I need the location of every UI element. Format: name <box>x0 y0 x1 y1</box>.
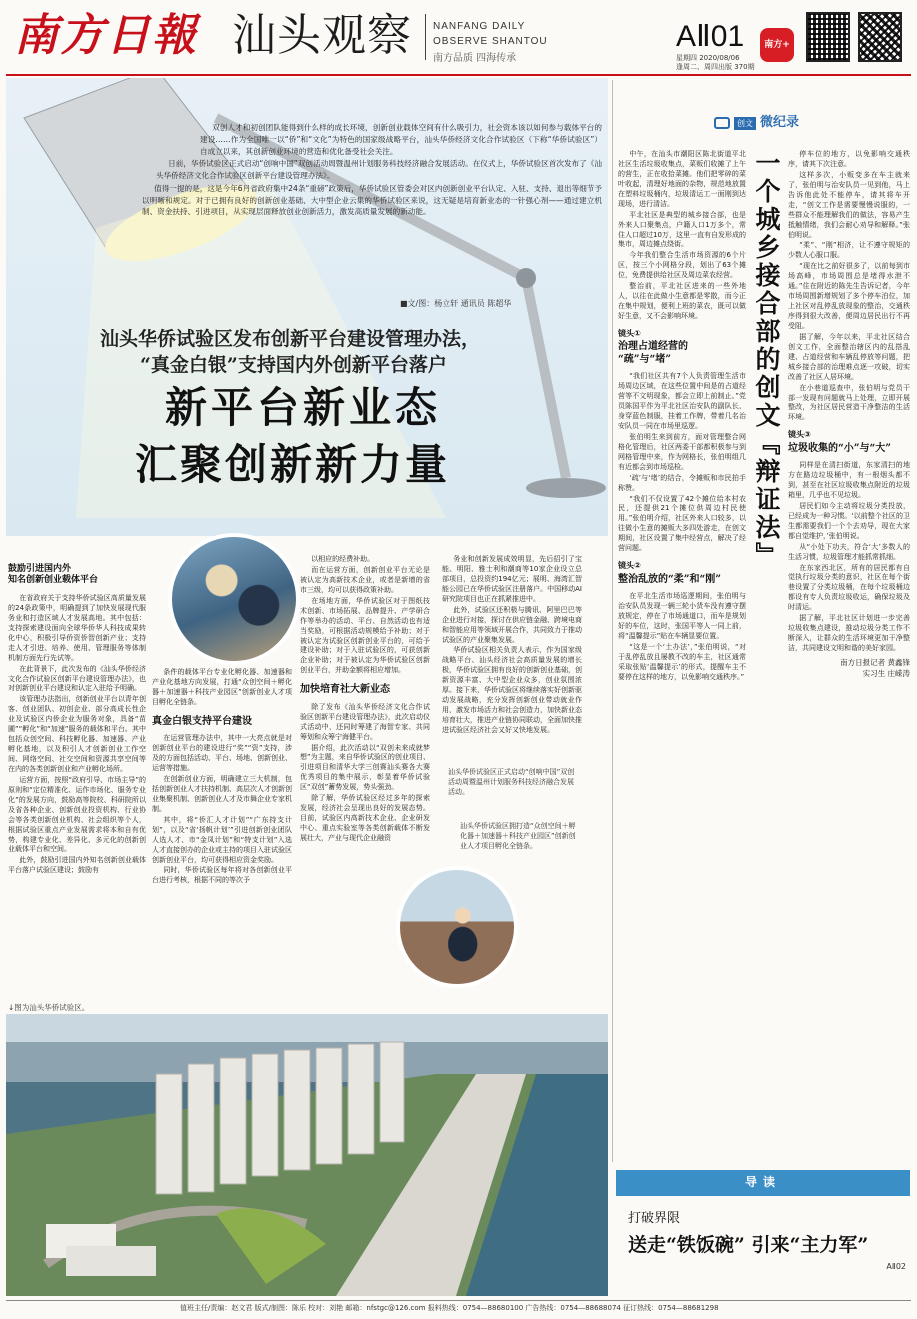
scene2-para: “这是一个‘土办法’，”张伯明说，“对于乱停乱放且屡教不改的车主，社区通常采取张贴‘温馨提示’的形式，提醒车主不要停在这样的地方，以免影响交通秩序。” <box>618 642 746 681</box>
en-name-line1: NANFANG DAILY <box>433 21 526 32</box>
masthead-rule <box>6 74 911 76</box>
body-col-2 <box>152 668 292 990</box>
scene1-label: 镜头① <box>618 328 641 338</box>
scene3-label: 镜头③ <box>788 430 811 440</box>
col2-para: 其中，将“侨汇人才计划”“广东持支计划”，以及“省‘扬帆计划’”引进创新创业团队人选人才、市“金凤计划”和“特支计划”入选人才直接创办的企业或主持的项目入驻试验区创新创业平台，均可获得相应资金奖励。 <box>152 815 292 864</box>
col4-para: 务业和创新发展成效明显，先后招引了宝能、明阳、雅士利和潮商等10家企业设立总部项目，总投资约194亿元；展明、海湾汇智能公园已在华侨试验区注册落户。中国移动AI研究院项目也正在抓紧推进中。 <box>442 555 582 603</box>
right-col-rule <box>612 80 613 1162</box>
scene3-para: 从“小处下功夫，符合‘大’多数人的生活习惯，垃圾管理才能抓常抓细。 <box>788 542 910 561</box>
kicker-line-1: 汕头华侨试验区发布创新平台建设管理办法， <box>100 328 481 350</box>
series-badge <box>714 114 799 132</box>
guide-title[interactable]: 送走“铁饭碗” 引来“主力军” <box>628 1234 869 1257</box>
series-badge-label: 创文 <box>734 117 756 130</box>
scene2-label: 镜头② <box>618 561 641 571</box>
right-intro-para: 整治前，平北社区进来的一些外地人，以往在此做小生意都是零散，而今正在集中规划，便利上班的菜农，既可以做好生意，又不会影响环境。 <box>618 282 746 320</box>
col2-para: 在创新创业方面，明确建立三大机制，包括创新创业人才扶持机制、高层次人才创新创业集聚机制、创新创业人才及市舞企业专家机制。 <box>152 775 292 813</box>
scene2-para: 在平北生活市场巡逻期间，张伯明与治安队员发现一辆三轮小货车没有遵守摆放规定，停在了市场通道口，而车是规划好的车位，这时，张国平等人一同上前，将“温馨提示”贴在车辆显要位置。 <box>618 592 746 640</box>
slogan: 南方品质 四海传承 <box>433 53 517 64</box>
qr-code-1 <box>806 12 850 62</box>
guide-page-ref: AⅡ02 <box>886 1261 906 1271</box>
section1-heading: 鼓励引进国内外 知名创新创业载体平台 <box>8 564 99 586</box>
col2-para: 在运营管理办法中，其中一大亮点就是对创新创业平台的建设进行“奖”“资”支持，涉及的方面包括活动、平台、场地、创新创业、运营等措施。 <box>152 734 292 773</box>
guide-header <box>616 1170 910 1196</box>
page-number: AⅡ01 <box>676 20 745 53</box>
footer-rule <box>6 1300 911 1301</box>
section1-title <box>8 564 124 587</box>
photo-speaker-circle <box>396 866 518 988</box>
scene1-heading: 治理占道经营的 “疏”与“堵” <box>618 341 688 365</box>
right-story-col2 <box>788 150 910 1154</box>
col2-para: 条件的载体平台专业化孵化器、加速器和产业化基地方向发展，打通“众创空间＋孵化器＋加速器＋科技产业园区”创新创业人才项目孵化全链条。 <box>152 668 292 706</box>
masthead <box>0 0 917 76</box>
right-intro-para: 平北社区是典型的城乡接合部，也是外来人口聚集点，户籍人口1万多个，常住人口超过10万，这里一直有自发形成的集市，周边摊点绕街。 <box>618 210 746 249</box>
col1-para: 在此背景下，此次发布的《汕头华侨经济文化合作试验区创新平台建设管理办法》，也对创新创业平台建设和认定入驻给予明确。 <box>8 664 146 693</box>
body-col-4 <box>442 555 582 761</box>
col1-para: 此外，鼓励引进国内外知名创新创业载体平台落户试验区建设；鼓励有 <box>8 856 146 875</box>
issue-date: 星期四 2020/08/06 <box>676 54 740 62</box>
col3-para: 除了解，华侨试验区经过多年的探索发展，经济社会呈现出良好的发展态势。目前，试验区内高新技术企业、企业研发中心、重点实验室等各类创新载体不断发展壮大，产业与现代企业融资 <box>300 794 430 842</box>
aerial-caption: ↓图为汕头华侨试验区。 <box>8 1003 90 1012</box>
right-col2-para: “现在比之前好很多了，以前每到市场高峰，市场周围总是堵得水泄不通。”住在附近的陈先生告诉记者，今年市场周围新增规划了多个停车泊位，加上社区对乱停乱放现象的整治，交通秩序得到很大改善，便周边居民出行不再受阻。 <box>788 262 910 330</box>
qr-code-2 <box>858 12 902 62</box>
scene3-para: 据了解，平北社区计划进一步完善垃圾收集点建设，推动垃圾分类工作不断深入，让群众的生活环境更加干净整洁，共同建设文明和谐的美好家园。 <box>788 614 910 653</box>
lead-para-1: 双创人才和初创团队能得到什么样的成长环境，创新创业载体空间有什么吸引力，社会资本该以如何参与载体平台的建设……作为全国唯一以“侨”和“文化”为特色的国家级战略平台，汕头华侨经济文化合作试验区（下称“华侨试验区”）自成立以来，其创新创业环境的营造和优化备受社会关注。 <box>200 123 602 156</box>
col1-para: 运营方面，按照“政府引导、市场主导”的原则和“定位精准化、运作市场化、服务专业化”的发展方向，鼓励高等院校、科研院所以及省各种企业、创新创业投资机构、行业协会等各类创新创业机构、社会组织等个人，根据试验区重点产业发展需求将本和自有优势，构建专业化、差异化、多元化的创新创业载体平台和空间。 <box>8 775 146 854</box>
section2-heading: 真金白银支持平台建设 <box>152 715 252 727</box>
scene1-para: “我们不仅设置了42个摊位给本村农民，还提供21个摊位供周边村民使用。”张伯明介绍，社区外来人口较多，以往做小生意的摊贩大多四处游走，在创文期间，社区设置了集中经营点，解决了经营问题。 <box>618 494 746 553</box>
right-col2-para: 据了解，今年以来，平北社区结合创文工作，全面整治辖区内的乱搭乱建、占道经营和车辆乱停放等问题，把城乡接合部的治理难点逐一攻破，切实改善了社区人居环境。 <box>788 332 910 381</box>
col4-para: 华侨试验区相关负责人表示，作为国家级战略平台、汕头经济社会高质量发展的增长极，华侨试验区拥有良好的创新创业基础，创新资源丰富、大中型企业众多，创业氛围浓厚。接下来，华侨试验区将继续落实好创新驱动发展战略，充分发挥创新创业带动就业作用，激发市场活力和社会创造力，加快新业态培育壮大，推进产业链协同联动，全面加快推进试验区经济社会又好又快地发展。 <box>442 646 582 734</box>
section3-heading: 加快培育社大新业态 <box>300 684 390 696</box>
col1-para: 该管理办法指出，创新创业平台以青年创客、创业团队、初创企业、部分高成长性企业及试验区内侨企业为服务对象，具备“苗圃”“孵化”和“加速”服务的载体和平台。其中包括众创空间、科技孵化器、加速器、产业孵化基地，以及积引人才创新创业工作空间、网络空间、社交空间和资源共享空间等在内的各类创新创业和产业孵化场所。 <box>8 695 146 773</box>
right-intro-para: 中午，在汕头市潮阳区陈北街道平北社区生活垃圾收集点，菜贩们收摊了上午的营生，正在收拾菜摊。他们把零碎的菜叶收起，清理好地面的杂物，规范地放置在塑料垃圾桶内，垃圾清运工一面刚到达现场，进行清洁。 <box>618 150 746 208</box>
col3-para: 在场地方面，华侨试验区对于图纸技术创新、市场拓展、品牌提升、产学研合作等举办的活动、平台、自然活动也有适当奖励，可根据活动规模给予补助；对于被认定为试验区创新创业平台的，可给予建设补助；对于入驻试验区的，可获创新企业补助；对于被认定为华侨试验区创新创业平台，并助金额将相应增加。 <box>300 596 430 675</box>
col3-para: 据介绍，此次活动以“双创未来成就梦想”为主题，来自华侨试验区的创业项目、引进项目和清华大学三创赛汕头赛各大赛优秀项目的集中展示，彰显着华侨试验区“双创”蓄势发展，势头强劲。 <box>300 743 430 792</box>
photo1-caption: 汕头华侨试验区正式启动“创响中国”双创活动周暨温州计划服务科技经济融合发展活动。 <box>448 768 575 796</box>
col3-para: 除了发布《汕头华侨经济文化合作试验区创新平台建设管理办法》，此次启动仪式活动中，还同时筹建了海智专家、共同筹划和众筹宁海健平台。 <box>300 702 430 741</box>
footer-info: 值班主任/责编：赵文君 版式/制图：陈乐 校对：刘艳 邮箱：nfstgc@126.com 报料热线：0754—88680100 广告热线：0754—88688074 征订热线：0754—88681298 <box>180 1304 719 1312</box>
aerial-photo <box>6 1014 608 1296</box>
en-name-line2: OBSERVE SHANTOU <box>433 36 548 47</box>
main-headline-line-1: 新平台新业态 <box>165 383 442 432</box>
col4-para: 此外，试验区还积极与腾讯、阿里巴巴等企业进行对接，探讨在供应链金融、跨境电商和智能应用等领域开展合作，共同致力于推动试验区的产业聚集发展。 <box>442 605 582 644</box>
scene3-para: 同样是在清扫街道，东家清扫的地方在路边垃圾桶中，有一根烟头都不到，甚至在社区垃圾收集点附近的垃圾箱里，几乎也不见垃圾。 <box>788 461 910 499</box>
right-intro-para: 今年我们整合生活市场资源的6个片区，按三个小网格分段，划出了63个摊位，免费提供给社区及周边菜农经营。 <box>618 251 746 280</box>
photo2-caption: 汕头华侨试验区拥打造“众创空间＋孵化器＋加速器＋科技产业园区”创新创业人才项目孵化全链条。 <box>460 822 576 850</box>
aerial-photo-art <box>6 1014 608 1296</box>
scene3-para: 在东家西北区，所有的居民都有自觉执行垃圾分类的意识，社区在每个街巷设置了分类垃圾桶，在每个垃圾桶边都设有专人负责垃圾收运，确保垃圾及时清运。 <box>788 563 910 612</box>
right-col2-para: “柔”、“刚”相济，让不遵守规矩的少数人心服口服。 <box>788 241 910 260</box>
lead-text <box>142 122 602 219</box>
scene3-para: 居民们如今主动将垃圾分类投放，已经成为一种习惯。‘以前整个社区的卫生都需要我们一个个去劝导，现在大家都自觉维护，’张伯明说。 <box>788 501 910 540</box>
scene2-heading: 整治乱放的“柔”和“刚” <box>618 573 722 585</box>
main-headline-line-2: 汇聚创新新力量 <box>135 440 451 489</box>
series-badge-title: 微纪录 <box>760 115 800 130</box>
reporter-byline: 南方日报记者 黄鑫锋 实习生 庄嵘涛 <box>840 657 910 678</box>
lead-para-2: 日前，华侨试验区正式启动“创响中国”双创活动周暨温州计划服务科技经济融合发展活动。在仪式上，华侨试验区首次发布了《汕头华侨经济文化合作试验区创新平台建设管理办法》。 <box>156 159 602 181</box>
right-story-col1 <box>618 150 746 1160</box>
kicker-line-2: “真金白银”支持国内外创新平台落户 <box>140 354 447 376</box>
right-vertical-title: 一个城乡接合部的创文『辩证法』 <box>752 150 781 570</box>
col3-para: 而在运营方面，创新创业平台无论是被认定为高新技术企业，或者是新增的省市三级，均可以获得政策补助。 <box>300 565 430 594</box>
app-logo-text: 南方+ <box>764 39 790 50</box>
app-logo <box>760 28 794 62</box>
edition-info: 逢周二、周四出版 370期 <box>676 63 755 71</box>
scene1-para: “我们社区共有7个人负责管理生活市场周边区域，在这些位置中间是的占道经营等不文明现象，都会立即上前制止。”党员陈国平作为平北社区治安队的副队长，身穿蓝色制服，挂着工作牌，带着几名治安队员一同在市场里巡逻。 <box>618 372 746 430</box>
guide-label: 导读 <box>744 1175 781 1190</box>
col3-para: 以相应的经费补助。 <box>311 555 375 563</box>
col2-para: 同时，华侨试验区每年将对各创新创业平台进行考核，根据不同的等次予 <box>152 866 292 885</box>
masthead-divider <box>425 14 426 60</box>
scene1-para: ‘疏’与‘堵’的结合，令摊贩和市民拍手称赞。 <box>618 473 746 492</box>
paper-name-logo: 南方日報 <box>14 10 198 61</box>
lead-para-3: 值得一提的是，这是今年6月省政府集中24条“重磅”政策后，华侨试验区管委会对区内创新创业平台认定、入驻、支持、退出等细节予以明晰和规定。对于已拥有良好的创新创业基础、大中型企业云集的华侨试验区来说，这无疑是培育新业态的一针强心剂——通过建立机制、资金扶持、引进项目，从实现层面释放创业创新活力，激发高质量发展的新动能。 <box>142 183 602 217</box>
photo-event-circle <box>168 533 300 665</box>
col1-para: 在省政府关于支持华侨试验区高质量发展的24条政策中，明确提到了加快发展现代服务业和打造区域人才发展高地。其中包括：支持探索建设面向全球华侨华人科技成果转化中心，积极引导侨资侨智创新产业；支持走人才引进、培养、使用、管理服务等体制机制方面先行先试等。 <box>8 594 146 662</box>
guide-box <box>616 1170 910 1302</box>
camera-icon <box>714 117 730 129</box>
right-col2-para: 停车位的地方，以免影响交通秩序，请其下次注意。 <box>788 150 910 168</box>
guide-subtitle: 打破界限 <box>628 1211 681 1226</box>
right-col2-para: 在小巷道巡查中，张伯明与党员干部一发现有问题就马上处理，立即开展整改，为社区居民营造干净整洁的生活环境。 <box>788 383 910 422</box>
scene3-heading: 垃圾收集的“小”与“大” <box>788 442 892 454</box>
scene1-para: 张伯明生来到前方，面对管理整合网格化管理后，社区两委干部都积极参与到网格管理中来，作为网格长，张伯明组几有近都会到市场巡检。 <box>618 432 746 471</box>
section-title: 汕头观察 <box>232 10 412 61</box>
lead-byline: ■文/图：杨立轩 通讯员 陈超华 <box>400 299 512 308</box>
body-col-1 <box>8 594 146 990</box>
right-col2-para: 这样多次，小贩变多在车主就来了，张伯明与治安队员一见到他，马上告诉他此处不能停车，请其将车开走，“创文工作是需要慢慢说服的，一些群众不能理解我们的做法，容易产生抵触情绪，我们会耐心劝导和解释。”张伯明说。 <box>788 170 910 239</box>
